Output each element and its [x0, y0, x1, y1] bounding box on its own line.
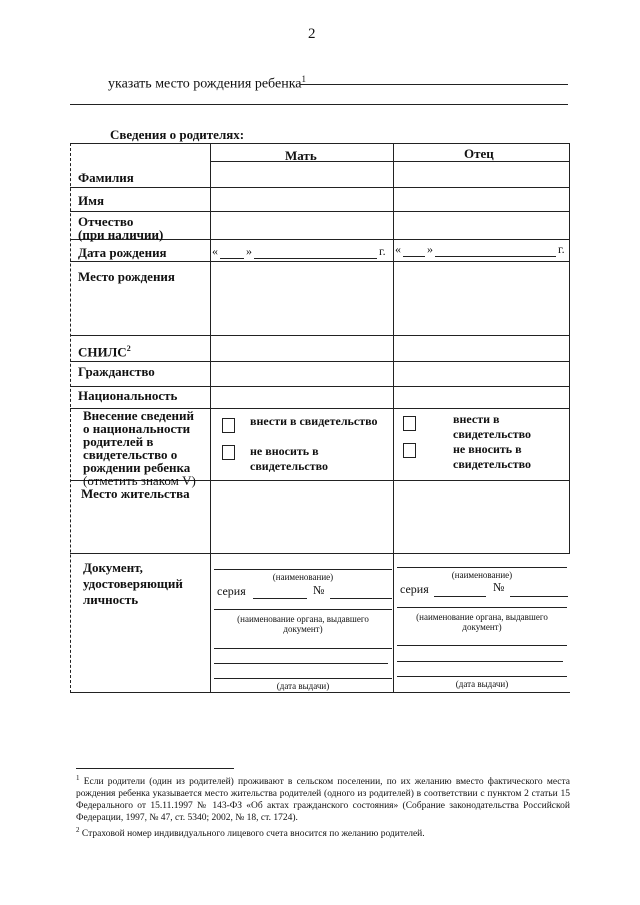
- column-mother-header: Мать: [285, 148, 317, 163]
- row-rule: [70, 386, 570, 387]
- mother-include-label: внести в свидетельство: [250, 414, 378, 428]
- table-bottom-border: [70, 692, 570, 693]
- father-doc-issue-date-caption: (дата выдачи): [455, 679, 509, 689]
- row-label-id-document: [83, 561, 183, 606]
- mother-doc-authority-caption-line1: (наименование органа, выдавшего: [237, 614, 369, 624]
- footnote-1: [76, 772, 570, 824]
- father-include-label: [453, 412, 531, 442]
- column-divider-1: [210, 143, 211, 693]
- father-doc-authority-line[interactable]: [397, 607, 567, 608]
- row-label-citizenship: Гражданство: [78, 364, 155, 379]
- nationality-entry-note: (отметить знаком V): [83, 473, 196, 488]
- column-divider-2: [393, 143, 394, 693]
- id-document-line3: личность: [83, 592, 139, 607]
- father-doc-authority-line-3[interactable]: [397, 661, 563, 662]
- father-doc-name-line[interactable]: [397, 567, 567, 568]
- row-label-patronymic-line1: Отчество: [78, 214, 134, 229]
- id-document-line2: удостоверяющий: [83, 576, 183, 591]
- mother-exclude-checkbox[interactable]: [222, 445, 235, 460]
- father-date-day-line: [403, 256, 425, 257]
- mother-date-close-quote: »: [246, 244, 252, 258]
- mother-doc-authority-line-3[interactable]: [214, 663, 388, 664]
- footnote-ref-2: 2: [126, 344, 131, 353]
- mother-exclude-label-line1: не вносить в: [250, 444, 319, 458]
- row-label-birth-date: Дата рождения: [78, 245, 167, 260]
- father-doc-authority-caption-line2: документ): [462, 622, 502, 632]
- father-exclude-label-line1: не вносить в: [453, 442, 522, 456]
- birthplace-input-line[interactable]: [300, 84, 568, 85]
- mother-doc-number-sign: №: [313, 583, 325, 597]
- mother-doc-series-label: серия: [217, 584, 246, 598]
- father-doc-authority-caption: [397, 612, 567, 632]
- table-left-border: [70, 143, 71, 693]
- row-rule: [210, 161, 570, 162]
- row-label-surname: Фамилия: [78, 170, 134, 185]
- father-include-label-line2: свидетельство: [453, 427, 532, 441]
- nationality-entry-line3: родителей в: [83, 434, 154, 449]
- parents-section-title: Сведения о родителях:: [110, 127, 245, 142]
- mother-date-open-quote: «: [212, 244, 218, 258]
- footnote-2: [76, 824, 570, 840]
- row-rule: [70, 261, 570, 262]
- row-label-birth-place: Место рождения: [78, 269, 175, 284]
- footnote-ref-1: 1: [301, 74, 307, 84]
- id-document-line1: Документ,: [83, 560, 143, 575]
- father-exclude-label-line2: свидетельство: [453, 457, 532, 471]
- father-birth-date-field[interactable]: [395, 242, 569, 258]
- row-label-patronymic: [78, 215, 163, 241]
- table-right-border: [569, 143, 570, 553]
- footnote-2-mark: 2: [76, 826, 80, 835]
- father-doc-series-line[interactable]: [434, 596, 486, 597]
- mother-doc-authority-caption: [214, 614, 392, 634]
- father-include-checkbox[interactable]: [403, 416, 416, 431]
- father-exclude-label: [453, 442, 531, 472]
- father-date-month-line: [435, 256, 556, 257]
- mother-date-day-line: [220, 258, 244, 259]
- father-doc-authority-caption-line1: (наименование органа, выдавшего: [416, 612, 548, 622]
- row-rule: [70, 335, 570, 336]
- mother-include-checkbox[interactable]: [222, 418, 235, 433]
- mother-doc-issue-date-line[interactable]: [214, 678, 392, 679]
- page-number: 2: [308, 26, 316, 42]
- row-label-nationality: Национальность: [78, 388, 178, 403]
- father-doc-authority-line-2[interactable]: [397, 645, 567, 646]
- mother-doc-authority-line-2[interactable]: [214, 648, 392, 649]
- father-exclude-checkbox[interactable]: [403, 443, 416, 458]
- father-doc-number-line[interactable]: [510, 596, 568, 597]
- row-label-patronymic-line2: (при наличии): [78, 227, 164, 242]
- mother-date-month-line: [254, 258, 377, 259]
- birthplace-label-text: указать место рождения ребенка: [108, 76, 302, 92]
- row-rule: [70, 553, 570, 554]
- father-date-year-suffix: г.: [558, 242, 565, 256]
- mother-date-year-suffix: г.: [379, 244, 386, 258]
- father-include-label-line1: внести в: [453, 412, 500, 426]
- birthplace-label: [108, 74, 306, 93]
- row-label-nationality-entry: [83, 409, 196, 487]
- mother-exclude-label-line2: свидетельство: [250, 459, 329, 473]
- mother-doc-series-line[interactable]: [253, 598, 307, 599]
- row-label-residence: Место жительства: [81, 486, 190, 501]
- father-doc-name-caption: (наименование): [451, 570, 513, 580]
- column-father-header: Отец: [464, 146, 494, 161]
- nationality-entry-line2: о национальности: [83, 421, 191, 436]
- mother-doc-authority-caption-line2: документ): [283, 624, 323, 634]
- parents-table: [70, 143, 570, 693]
- table-top-border: [70, 143, 570, 144]
- father-doc-series-label: серия: [400, 582, 429, 596]
- footnote-separator: [76, 768, 234, 769]
- mother-exclude-label: [250, 444, 328, 474]
- row-rule: [70, 361, 570, 362]
- mother-doc-issue-date-caption: (дата выдачи): [276, 681, 330, 691]
- footnote-1-mark: 1: [76, 774, 80, 782]
- nationality-entry-line1: Внесение сведений: [83, 408, 194, 423]
- father-date-open-quote: «: [395, 242, 401, 256]
- row-rule: [70, 211, 570, 212]
- footnotes: [76, 772, 570, 840]
- row-label-name: Имя: [78, 193, 104, 208]
- nationality-entry-line5: рождении ребенка: [83, 460, 191, 475]
- mother-doc-name-line[interactable]: [214, 569, 392, 570]
- mother-doc-name-caption: (наименование): [272, 572, 334, 582]
- father-doc-issue-date-line[interactable]: [397, 676, 567, 677]
- mother-doc-number-line[interactable]: [330, 598, 392, 599]
- footnote-2-text: Страховой номер индивидуального лицевого счета вносится по желанию родителей.: [81, 829, 425, 840]
- footnote-1-text: Если родители (один из родителей) проживают в сельском поселении, по их желанию вместо фактического места рождения ребенка указывается место жительства родителей (одного из родителей) в соответствии с пунктом 2 статьи 15 Федерального от 15.11.1997 № 143-ФЗ «Об актах гражданского состояния» (Собрание законодательства Российской Федерации, 1997, № 47, ст. 5340; 2002, № 18, ст. 1724).: [76, 777, 571, 824]
- row-label-snils: [78, 342, 131, 358]
- father-date-close-quote: »: [427, 242, 433, 256]
- nationality-entry-line4: свидетельство о: [83, 447, 178, 462]
- mother-birth-date-field[interactable]: [212, 244, 392, 260]
- mother-doc-authority-line[interactable]: [214, 609, 392, 610]
- row-rule: [70, 187, 570, 188]
- row-label-snils-text: СНИЛС: [78, 344, 127, 360]
- birthplace-input-line-2[interactable]: [70, 104, 568, 105]
- father-doc-number-sign: №: [493, 580, 505, 594]
